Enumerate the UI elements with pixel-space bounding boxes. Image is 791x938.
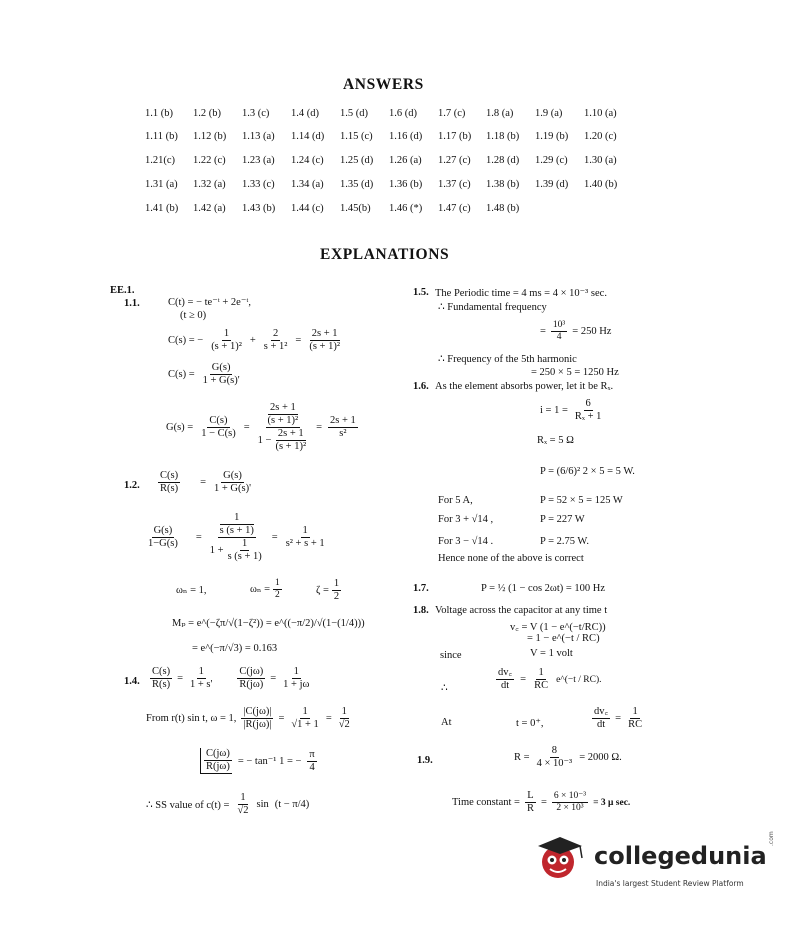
frac-num: dv꜀ (496, 667, 514, 680)
frac-den: dt (500, 680, 510, 692)
frac-num: 2s + 1 (276, 428, 306, 441)
answer-cell: 1.13 (a) (242, 131, 275, 142)
q17-eq: P = ½ (1 − cos 2ωt) = 100 Hz (481, 583, 606, 594)
q18-at: At (441, 717, 452, 728)
frac-1rc-2 (626, 706, 644, 731)
frac-den: 1−G(s) (148, 538, 178, 550)
equals: = (540, 797, 547, 809)
frac-num: 1 (292, 666, 301, 679)
ee1-label: EE.1. (110, 285, 135, 296)
equals: = (200, 477, 207, 489)
q15-line3 (540, 320, 611, 343)
equals: = (177, 673, 184, 685)
answers-heading: ANSWERS (343, 76, 424, 93)
equals: = (520, 674, 527, 686)
answer-cell: 1.32 (a) (193, 179, 226, 190)
q16-line3: Rₓ = 5 Ω (537, 435, 574, 446)
frac-num: 8 (550, 745, 559, 758)
q16-case2-val: P = 227 W (540, 514, 585, 525)
answer-cell: 1.28 (d) (486, 155, 520, 166)
frac-den: R(jω) (239, 679, 264, 691)
q11-eq4 (166, 402, 358, 453)
q14-eq2 (146, 706, 352, 731)
answer-cell: 1.8 (a) (486, 108, 514, 119)
frac-num: C(jω) (204, 748, 232, 761)
equals: = (316, 422, 323, 434)
frac-den: 1 − C(s) (201, 428, 236, 440)
r-lhs: R = (514, 752, 530, 764)
frac-num: 1 (197, 666, 206, 679)
frac-den: s² + s + 1 (285, 538, 325, 550)
frac-21 (235, 792, 250, 817)
frac-num: 1 (301, 525, 310, 538)
frac-5 (199, 415, 238, 440)
q11-label: 1.1. (124, 298, 140, 309)
answer-cell: 1.37 (c) (438, 179, 471, 190)
q18-t0: t = 0⁺, (516, 718, 544, 729)
answer-cell: 1.7 (c) (438, 108, 466, 119)
frac-num: 6 × 10⁻³ (553, 791, 587, 802)
frac-11 (208, 512, 266, 563)
q19-label: 1.9. (417, 755, 433, 766)
frac-den: RC (628, 719, 643, 731)
frac-2 (262, 328, 290, 353)
q19-eq2 (452, 790, 630, 815)
q14-label: 1.4. (124, 676, 140, 687)
frac-num (218, 512, 256, 538)
q14-eq3 (200, 748, 317, 774)
frac-9 (212, 470, 253, 495)
frac-16 (281, 666, 311, 691)
answer-cell: 1.22 (c) (193, 155, 226, 166)
frac-den-inner (273, 428, 308, 453)
answer-cell: 1.27 (c) (438, 155, 471, 166)
frac-num: C(s) (150, 666, 172, 679)
answer-cell: 1.48 (b) (486, 203, 520, 214)
ss-text: ∴ SS value of c(t) = (146, 799, 230, 811)
answer-cell: 1.38 (b) (486, 179, 520, 190)
answer-cell: 1.9 (a) (535, 108, 563, 119)
q12-label: 1.2. (124, 480, 140, 491)
frac-den: 2 (275, 589, 280, 600)
frac-num: C(s) (207, 415, 229, 428)
frac-den: R(jω) (206, 761, 230, 773)
answer-cell: 1.20 (c) (584, 131, 617, 142)
frac-den: R(s) (160, 483, 179, 495)
frac-19 (337, 706, 352, 731)
frac-17 (241, 706, 273, 731)
frac-den: 4 × 10⁻³ (536, 758, 573, 770)
frac-13 (150, 666, 172, 691)
frac-6 (256, 402, 310, 453)
q11-eq3 (168, 362, 242, 387)
equals: = (615, 713, 622, 725)
frac-num-bottom: (s + 1)² (267, 415, 299, 427)
answer-cell: 1.18 (b) (486, 131, 520, 142)
q18-v: V = 1 volt (530, 648, 573, 659)
q15-label: 1.5. (413, 287, 429, 298)
answer-cell: 1.46 (*) (389, 203, 423, 214)
frac-num-top: 2s + 1 (269, 402, 296, 413)
frac-num: 1 (536, 667, 545, 680)
answer-cell: 1.30 (a) (584, 155, 617, 166)
equals: = (540, 325, 546, 337)
frac-den: (s + 1)² (309, 341, 340, 353)
answer-cell: 1.24 (c) (291, 155, 324, 166)
frac-den: R (526, 803, 534, 815)
explanations-heading: EXPLANATIONS (320, 246, 450, 263)
q14-eq1 (150, 666, 311, 691)
frac-num: 1 (630, 706, 639, 719)
frac-den: 1 + jω (283, 679, 310, 691)
frac-num: L (525, 790, 535, 803)
frac-10 (146, 525, 180, 550)
wn2-lhs: ωₙ = (250, 584, 271, 596)
frac-num: 1 (275, 578, 280, 588)
wn-eq: ωₙ = 1, (176, 585, 207, 596)
frac-den: |R(jω)| (243, 719, 272, 731)
frac-den: RC (534, 680, 549, 692)
equals: = (195, 532, 202, 544)
q15-line1: The Periodic time = 4 ms = 4 × 10⁻³ sec. (435, 288, 607, 299)
gs-lhs: G(s) = (166, 422, 194, 434)
answer-cell: 1.14 (d) (291, 131, 325, 142)
frac-den: (s + 1)² (275, 441, 307, 453)
answer-cell: 1.45(b) (340, 203, 371, 214)
answer-cell: 1.16 (d) (389, 131, 423, 142)
frac-1rc (532, 667, 550, 692)
q16-line4: P = (6/6)² 2 × 5 = 5 W. (540, 466, 635, 477)
q16-case1-val: P = 52 × 5 = 125 W (540, 495, 623, 506)
frac-dvdt (496, 667, 514, 692)
frac-num: 2s + 1 (328, 415, 358, 428)
frac-num: G(s) (152, 525, 175, 538)
zeta-eq (316, 578, 341, 603)
answer-cell: 1.12 (b) (193, 131, 227, 142)
frac-num: 10³ (552, 320, 566, 330)
q16-case3-val: P = 2.75 W. (540, 536, 590, 547)
q16-line2 (540, 398, 603, 423)
frac-r19 (535, 745, 575, 770)
plus: + (249, 335, 256, 347)
frac-num: dv꜀ (592, 706, 610, 719)
frac-8 (158, 470, 180, 495)
q11-eq1: C(t) = − te⁻ᵗ + 2e⁻ᵗ, (168, 297, 252, 308)
sin-arg: (t − π/4) (274, 799, 310, 811)
q15-line5: = 250 × 5 = 1250 Hz (531, 367, 619, 378)
frac-num: C(jω) (237, 666, 265, 679)
frac-num: 2s + 1 (310, 328, 340, 341)
answer-cell: 1.43 (b) (242, 203, 276, 214)
cs2-lhs: C(s) = (168, 369, 195, 381)
answer-cell: 1.47 (c) (438, 203, 471, 214)
q11-eq2 (168, 328, 342, 353)
equals: = (278, 713, 285, 725)
equals: = (243, 422, 250, 434)
q12-eq2 (146, 512, 327, 563)
q12-eq1 (158, 470, 253, 495)
frac-r16 (573, 398, 603, 423)
frac-den: s² (339, 428, 347, 440)
answer-cell: 1.4 (d) (291, 108, 319, 119)
frac-num: 1 (340, 706, 349, 719)
q18-line3: = 1 − e^(−t / RC) (527, 633, 600, 644)
frac-den: s + 1² (263, 341, 288, 353)
q16-case1: For 5 A, (438, 495, 473, 506)
frac-pi-4 (307, 749, 316, 774)
cs-lhs: C(s) = − (168, 335, 204, 347)
answer-cell: 1.33 (c) (242, 179, 275, 190)
frac-den: 2 (333, 591, 340, 603)
q19-result-2: = 3 μ sec. (593, 797, 631, 808)
q16-line1: As the element absorbs power, let it be Rₓ. (435, 381, 614, 392)
brand-name: collegedunia (594, 842, 767, 870)
answer-cell: 1.21(c) (145, 155, 176, 166)
frac-4 (201, 362, 242, 387)
q19-eq1 (514, 745, 622, 770)
frac-num-top: 1 (234, 512, 240, 523)
q18-therefore: ∴ (441, 683, 448, 694)
frac-num-bottom: s (s + 1) (219, 525, 254, 537)
answer-cell: 1.42 (a) (193, 203, 226, 214)
frac-num: |C(jω)| (241, 706, 273, 719)
q19-result: = 2000 Ω. (579, 752, 622, 764)
brand-tagline: India's largest Student Review Platform (596, 879, 744, 888)
frac-half-2 (332, 578, 341, 603)
sin-text: sin (256, 799, 269, 811)
answer-cell: 1.23 (a) (242, 155, 275, 166)
answer-cell: 1.1 (b) (145, 108, 173, 119)
q15-line2: ∴ Fundamental frequency (438, 302, 547, 313)
equals: = (271, 532, 278, 544)
frac-15 (237, 666, 265, 691)
q18-label: 1.8. (413, 605, 429, 616)
tc-lhs: Time constant = (452, 797, 520, 809)
frac-num: 1 (332, 578, 341, 591)
frac-r15 (551, 320, 567, 343)
answer-cell: 1.3 (c) (242, 108, 270, 119)
from-text: From r(t) sin t, ω = 1, (146, 713, 237, 725)
mp-eq: Mₚ = e^(−ζπ/√(1−ζ²)) = e^((−π/2)/√(1−(1/4))) (172, 618, 365, 629)
answer-cell: 1.44 (c) (291, 203, 324, 214)
answer-cell: 1.39 (d) (535, 179, 569, 190)
answer-cell: 1.41 (b) (145, 203, 179, 214)
frac-den: √1 + 1 (291, 719, 319, 731)
answer-cell: 1.6 (d) (389, 108, 417, 119)
frac-half (273, 578, 282, 601)
frac-num: 1 (240, 538, 249, 551)
frac-dvdt-2 (592, 706, 610, 731)
answer-cell: 1.26 (a) (389, 155, 422, 166)
answer-cell: 1.15 (c) (340, 131, 373, 142)
equals: = (295, 335, 302, 347)
frac-den (208, 538, 266, 563)
frac-num: 2 (271, 328, 280, 341)
q16-label: 1.6. (413, 381, 429, 392)
frac-den: 4 (309, 761, 315, 773)
frac-den: 1 + G(s)' (214, 483, 251, 495)
frac-3 (307, 328, 342, 353)
frac-den: (s + 1)² (211, 341, 242, 353)
frac-den-prefix: 1 + (209, 544, 224, 556)
q16-lhs: i = 1 = (540, 405, 568, 417)
q18-line1: Voltage across the capacitor at any time t (435, 605, 608, 616)
answer-cell: 1.40 (b) (584, 179, 618, 190)
q18-since: since (440, 650, 462, 661)
mp-eq2: = e^(−π/√3) = 0.163 (192, 643, 278, 654)
frac-num (266, 402, 301, 428)
answer-cell: 1.29 (c) (535, 155, 568, 166)
q16-case2: For 3 + √14 , (438, 514, 494, 525)
frac-num: C(s) (158, 470, 180, 483)
frac-den: 2 × 10³ (556, 803, 584, 814)
answer-cell: 1.34 (a) (291, 179, 324, 190)
answer-cell: 1.11 (b) (145, 131, 178, 142)
answer-cell: 1.5 (d) (340, 108, 368, 119)
q18-deriv (496, 667, 602, 692)
frac-lr (525, 790, 536, 815)
frac-18 (289, 706, 320, 731)
q18-exp: e^(−t / RC). (556, 674, 602, 685)
frac-den: 1 + s' (190, 679, 213, 691)
frac-den: √2 (237, 805, 249, 817)
q14-eq4 (146, 792, 309, 817)
frac-num: G(s) (221, 470, 244, 483)
equals: = (270, 673, 277, 685)
frac-den: dt (596, 719, 606, 731)
answer-cell: 1.17 (b) (438, 131, 472, 142)
frac-den: √2 (338, 719, 350, 731)
frac-num: G(s) (210, 362, 233, 375)
frac-num: π (307, 749, 316, 762)
q16-conclusion: Hence none of the above is correct (438, 553, 584, 564)
frac-den: 1 + G(s)' (202, 375, 240, 387)
frac-14 (188, 666, 214, 691)
frac-den: Rₓ + 1 (574, 411, 602, 423)
frac-den-prefix: 1 − (257, 434, 272, 446)
wn2-eq (250, 578, 282, 601)
frac-7 (328, 415, 358, 440)
frac-den: R(s) (152, 679, 171, 691)
q18-line2: v꜀ = V (1 − e^(−t/RC)) (510, 622, 606, 633)
frac-den: 4 (556, 331, 562, 342)
q15-line4: ∴ Frequency of the 5th harmonic (438, 354, 577, 365)
frac-num: 1 (300, 706, 309, 719)
frac-den (256, 428, 310, 453)
tan-text: = − tan⁻¹ 1 = − (237, 756, 302, 768)
equals: = (325, 713, 332, 725)
brand-dotcom: .com (768, 831, 775, 846)
frac-tc (552, 791, 588, 814)
frac-20 (200, 748, 232, 774)
answer-cell: 1.25 (d) (340, 155, 374, 166)
answer-cell: 1.31 (a) (145, 179, 178, 190)
frac-1 (209, 328, 244, 353)
zeta-lhs: ζ = (316, 585, 329, 597)
q11-eq1-cond: (t ≥ 0) (180, 310, 207, 321)
frac-den-inner (226, 538, 264, 563)
frac-num: 1 (238, 792, 247, 805)
brand-logo-icon (530, 832, 590, 882)
frac-12 (284, 525, 327, 550)
answer-cell: 1.35 (d) (340, 179, 374, 190)
q15-result: = 250 Hz (572, 325, 612, 337)
answer-cell: 1.10 (a) (584, 108, 617, 119)
q16-case3: For 3 − √14 . (438, 536, 494, 547)
frac-den: s (s + 1) (227, 551, 262, 563)
q17-label: 1.7. (413, 583, 429, 594)
frac-num: 1 (222, 328, 231, 341)
answer-cell: 1.36 (b) (389, 179, 423, 190)
frac-num: 6 (584, 398, 593, 411)
answer-cell: 1.19 (b) (535, 131, 569, 142)
q18-deriv2 (592, 706, 644, 731)
answer-cell: 1.2 (b) (193, 108, 221, 119)
